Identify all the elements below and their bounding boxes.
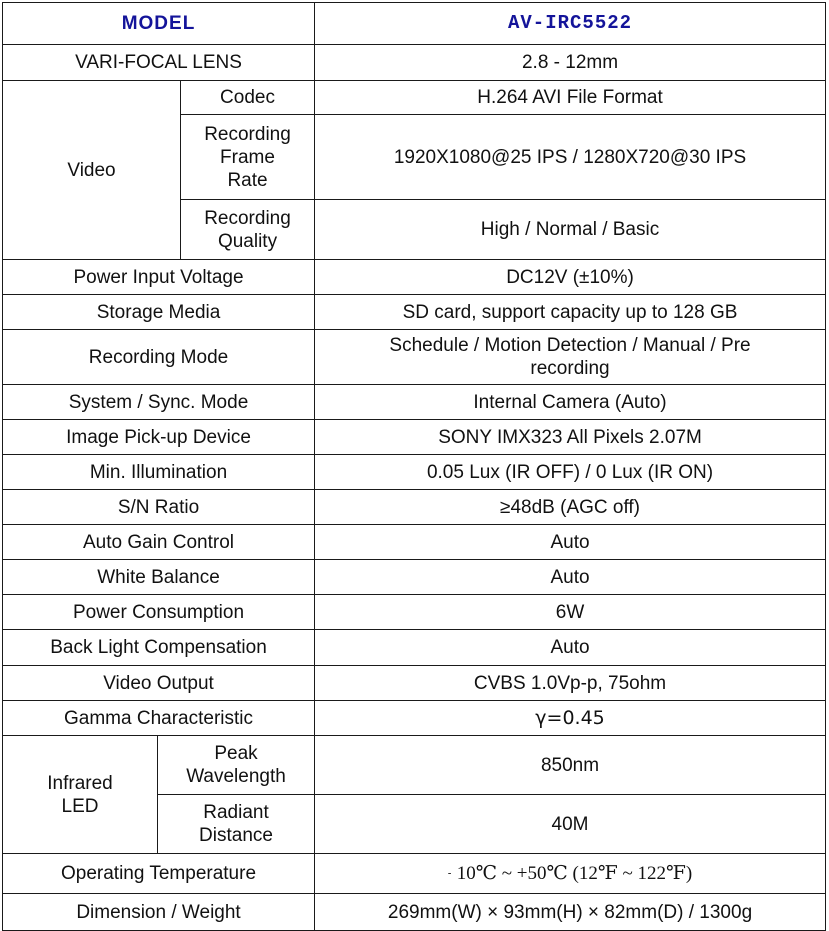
spec-label-sn-ratio: S/N Ratio [3,490,315,525]
spec-value-peak: 850nm [315,736,826,795]
spec-row-sn-ratio [3,490,826,525]
spec-value-recording-mode [315,330,826,385]
spec-value-dimension: 269mm(W) × 93mm(H) × 82mm(D) / 1300g [315,894,826,931]
frame-rate-label-line2: Frame [220,146,275,168]
spec-row-gamma [3,701,826,736]
operating-temp-prefix: - [447,867,452,880]
spec-label-recording-mode: Recording Mode [3,330,315,385]
spec-value-pickup: SONY IMX323 All Pixels 2.07M [315,420,826,455]
spec-value-agc: Auto [315,525,826,560]
spec-value-gamma: γ=0.45 [315,701,826,736]
spec-row-dimension [3,894,826,931]
frame-rate-label-line1: Recording [204,123,291,145]
spec-row-lens [3,45,826,81]
quality-label-line1: Recording [204,207,291,229]
spec-label-radiant [158,795,315,854]
spec-value-white-balance: Auto [315,560,826,595]
spec-label-agc: Auto Gain Control [3,525,315,560]
model-label: MODEL [3,3,315,45]
spec-label-peak [158,736,315,795]
recording-mode-value-line2: recording [530,358,610,379]
spec-value-operating-temp [315,854,826,894]
infrared-group-line1: Infrared [47,772,113,794]
spec-row-peak [3,736,826,795]
spec-label-lens: VARI-FOCAL LENS [3,45,315,81]
spec-value-system-sync: Internal Camera (Auto) [315,385,826,420]
spec-row-agc [3,525,826,560]
spec-value-video-output: CVBS 1.0Vp-p, 75ohm [315,666,826,701]
spec-row-system-sync [3,385,826,420]
spec-label-blc: Back Light Compensation [3,630,315,666]
spec-value-storage: SD card, support capacity up to 128 GB [315,295,826,330]
spec-group-video: Video [3,81,181,260]
operating-temp-range: 10℃ ~ +50℃ (12℉ ~ 122℉) [456,862,693,884]
spec-row-white-balance [3,560,826,595]
spec-label-codec: Codec [181,81,315,115]
spec-row-storage [3,295,826,330]
spec-label-gamma: Gamma Characteristic [3,701,315,736]
header-row [3,3,826,45]
spec-group-infrared [3,736,158,854]
spec-label-pickup: Image Pick-up Device [3,420,315,455]
spec-label-operating-temp: Operating Temperature [3,854,315,894]
infrared-group-line2: LED [61,795,99,817]
spec-label-quality [181,200,315,260]
quality-label-line2: Quality [217,230,278,252]
radiant-label-line2: Distance [199,825,273,846]
recording-mode-value-line1: Schedule / Motion Detection / Manual / Pre [389,335,751,356]
spec-label-storage: Storage Media [3,295,315,330]
model-value: AV-IRC5522 [315,3,826,45]
frame-rate-label-line3: Rate [227,169,268,191]
spec-label-video-output: Video Output [3,666,315,701]
spec-value-codec: H.264 AVI File Format [315,81,826,115]
spec-row-video-output [3,666,826,701]
spec-row-recording-mode [3,330,826,385]
spec-value-radiant: 40M [315,795,826,854]
radiant-label-line1: Radiant [203,802,269,823]
spec-label-power-input: Power Input Voltage [3,260,315,295]
spec-value-blc: Auto [315,630,826,666]
spec-label-frame-rate [181,115,315,200]
spec-label-illumination: Min. Illumination [3,455,315,490]
spec-value-power-consumption: 6W [315,595,826,630]
spec-value-quality: High / Normal / Basic [315,200,826,260]
spec-row-blc [3,630,826,666]
spec-value-illumination: 0.05 Lux (IR OFF) / 0 Lux (IR ON) [315,455,826,490]
spec-value-sn-ratio: ≥48dB (AGC off) [315,490,826,525]
spec-row-operating-temp [3,854,826,894]
spec-value-power-input: DC12V (±10%) [315,260,826,295]
peak-label-line2: Wavelength [186,766,286,787]
spec-row-power-consumption [3,595,826,630]
spec-row-pickup [3,420,826,455]
spec-label-white-balance: White Balance [3,560,315,595]
spec-value-lens: 2.8 - 12mm [315,45,826,81]
peak-label-line1: Peak [214,743,258,764]
spec-label-dimension: Dimension / Weight [3,894,315,931]
spec-row-codec [3,81,826,115]
spec-row-illumination [3,455,826,490]
spec-row-power-input [3,260,826,295]
spec-table [2,2,826,931]
spec-label-system-sync: System / Sync. Mode [3,385,315,420]
spec-value-frame-rate: 1920X1080@25 IPS / 1280X720@30 IPS [315,115,826,200]
spec-label-power-consumption: Power Consumption [3,595,315,630]
